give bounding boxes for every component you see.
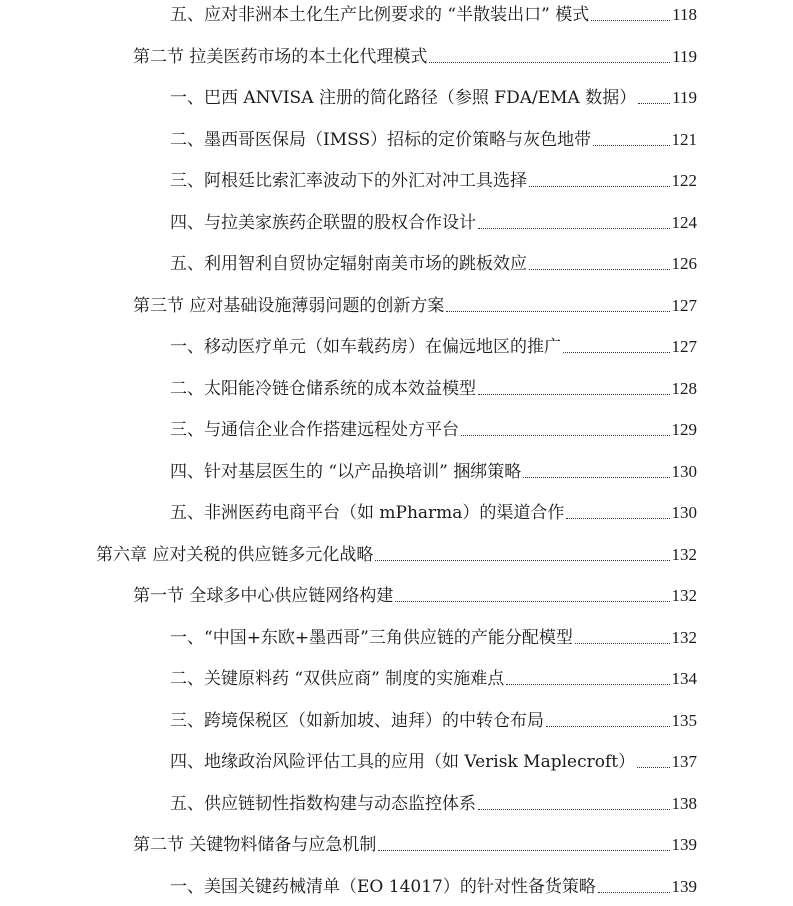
dot-leader xyxy=(478,228,670,229)
toc-entry[interactable] xyxy=(96,540,697,570)
toc-entry[interactable] xyxy=(170,374,697,404)
toc-entry[interactable] xyxy=(170,457,697,487)
toc-entry[interactable] xyxy=(170,332,697,362)
toc-entry-page: 139 xyxy=(671,877,697,896)
toc-entry[interactable] xyxy=(170,208,697,238)
toc-entry-title: 第三节 应对基础设施薄弱问题的创新方案 xyxy=(133,296,445,316)
toc-entry[interactable] xyxy=(133,42,697,72)
toc-entry-page: 126 xyxy=(671,254,697,273)
toc-entry-title: 四、地缘政治风险评估工具的应用（如 Verisk Maplecroft） xyxy=(170,752,636,772)
toc-entry-page: 134 xyxy=(671,669,697,688)
toc-entry-title: 五、应对非洲本土化生产比例要求的 “半散装出口” 模式 xyxy=(170,5,590,25)
dot-leader xyxy=(593,145,669,146)
toc-entry[interactable] xyxy=(170,83,697,113)
toc-entry-page: 137 xyxy=(671,752,697,771)
toc-entry-page: 135 xyxy=(671,711,697,730)
dot-leader xyxy=(523,477,669,478)
toc-entry-page: 121 xyxy=(671,130,697,149)
toc-entry[interactable] xyxy=(170,872,697,902)
toc-entry[interactable] xyxy=(170,747,697,777)
toc-entry-title: 第二节 拉美医药市场的本土化代理模式 xyxy=(133,47,428,67)
toc-entry-title: 五、供应链韧性指数构建与动态监控体系 xyxy=(170,794,476,814)
toc-entry-page: 132 xyxy=(671,545,697,564)
toc-entry-title: 一、“中国+东欧+墨西哥”三角供应链的产能分配模型 xyxy=(170,628,573,648)
dot-leader xyxy=(591,20,670,21)
toc-entry-page: 130 xyxy=(671,503,697,522)
toc-entry-title: 三、阿根廷比索汇率波动下的外汇对冲工具选择 xyxy=(170,171,527,191)
dot-leader xyxy=(563,352,670,353)
toc-entry-page: 119 xyxy=(672,47,697,66)
toc-entry-page: 130 xyxy=(671,462,697,481)
toc-entry-title: 三、与通信企业合作搭建远程处方平台 xyxy=(170,420,459,440)
toc-entry-title: 四、针对基层医生的 “以产品换培训” 捆绑策略 xyxy=(170,462,522,482)
toc-entry-title: 第一节 全球多中心供应链网络构建 xyxy=(133,586,394,606)
toc-entry-page: 119 xyxy=(672,88,697,107)
toc-entry-page: 124 xyxy=(671,213,697,232)
toc-entry[interactable] xyxy=(170,623,697,653)
toc-entry[interactable] xyxy=(133,581,697,611)
dot-leader xyxy=(575,643,670,644)
toc-entry-page: 118 xyxy=(672,5,697,24)
toc-entry[interactable] xyxy=(170,166,697,196)
toc-entry[interactable] xyxy=(170,706,697,736)
toc-entry-title: 二、关键原料药 “双供应商” 制度的实施难点 xyxy=(170,669,505,689)
dot-leader xyxy=(395,601,669,602)
toc-entry-page: 132 xyxy=(671,586,697,605)
dot-leader xyxy=(375,560,669,561)
toc-entry-title: 五、利用智利自贸协定辐射南美市场的跳板效应 xyxy=(170,254,527,274)
dot-leader xyxy=(529,269,670,270)
toc-entry-title: 第二节 关键物料储备与应急机制 xyxy=(133,835,377,855)
toc-entry[interactable] xyxy=(170,498,697,528)
toc-entry-title: 二、墨西哥医保局（IMSS）招标的定价策略与灰色地带 xyxy=(170,130,592,150)
dot-leader xyxy=(598,892,670,893)
dot-leader xyxy=(478,394,670,395)
dot-leader xyxy=(506,684,669,685)
toc-entry-page: 132 xyxy=(671,628,697,647)
toc-entry-title: 一、移动医疗单元（如车载药房）在偏远地区的推广 xyxy=(170,337,561,357)
dot-leader xyxy=(478,809,670,810)
toc-entry-page: 138 xyxy=(671,794,697,813)
toc-entry-title: 一、巴西 ANVISA 注册的简化路径（参照 FDA/EMA 数据） xyxy=(170,88,637,108)
dot-leader xyxy=(529,186,670,187)
toc-entry[interactable] xyxy=(133,291,697,321)
dot-leader xyxy=(378,850,669,851)
dot-leader xyxy=(638,103,670,104)
toc-entry[interactable] xyxy=(170,0,697,30)
toc-entry-page: 127 xyxy=(671,337,697,356)
toc-entry[interactable] xyxy=(170,664,697,694)
toc-entry-page: 127 xyxy=(671,296,697,315)
toc-entry-title: 第六章 应对关税的供应链多元化战略 xyxy=(96,545,374,565)
dot-leader xyxy=(446,311,669,312)
toc-entry[interactable] xyxy=(170,125,697,155)
toc-entry[interactable] xyxy=(133,830,697,860)
toc-entry-page: 122 xyxy=(671,171,697,190)
toc-entry-title: 四、与拉美家族药企联盟的股权合作设计 xyxy=(170,213,476,233)
dot-leader xyxy=(637,767,669,768)
toc-entry[interactable] xyxy=(170,415,697,445)
toc-entry-page: 128 xyxy=(671,379,697,398)
toc-entry[interactable] xyxy=(170,789,697,819)
toc-entry-page: 129 xyxy=(671,420,697,439)
dot-leader xyxy=(546,726,670,727)
toc-entry-title: 二、太阳能冷链仓储系统的成本效益模型 xyxy=(170,379,476,399)
toc-entry-title: 五、非洲医药电商平台（如 mPharma）的渠道合作 xyxy=(170,503,565,523)
toc-entry-title: 三、跨境保税区（如新加坡、迪拜）的中转仓布局 xyxy=(170,711,544,731)
dot-leader xyxy=(566,518,669,519)
dot-leader xyxy=(461,435,670,436)
toc-entry-page: 139 xyxy=(671,835,697,854)
dot-leader xyxy=(429,62,670,63)
toc-entry-title: 一、美国关键药械清单（EO 14017）的针对性备货策略 xyxy=(170,877,596,897)
toc-entry[interactable] xyxy=(170,249,697,279)
